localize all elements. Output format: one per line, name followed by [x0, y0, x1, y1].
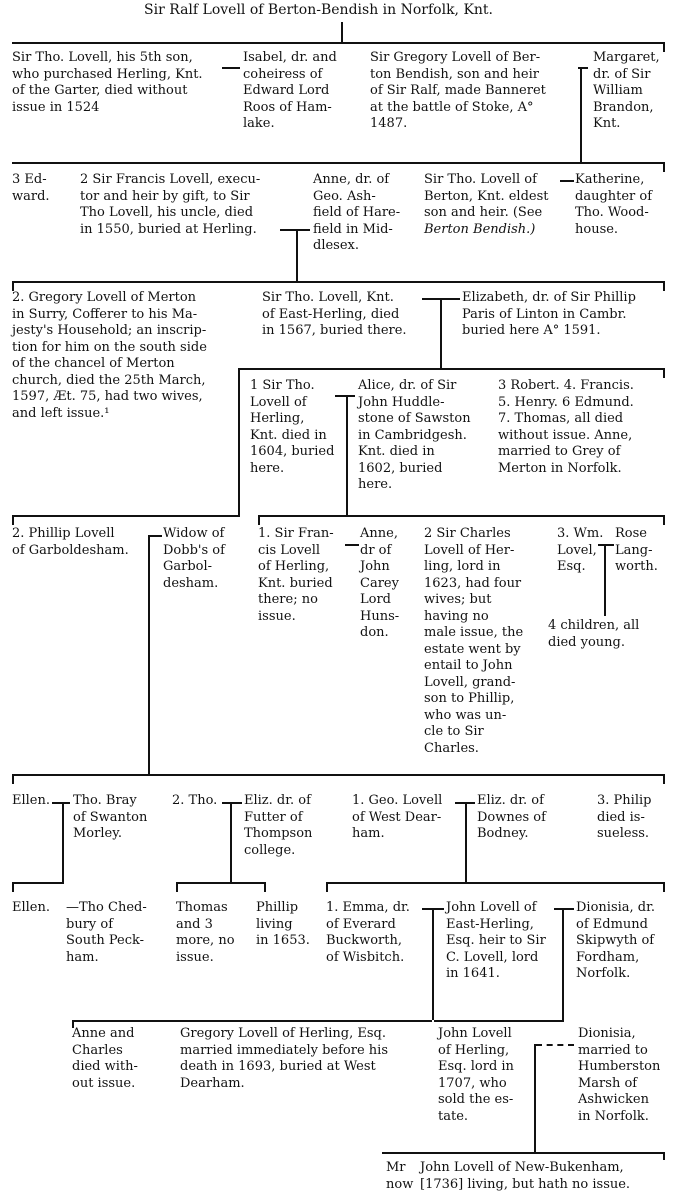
gen7-bracket-a-end — [12, 882, 14, 892]
marriage-line — [560, 180, 574, 182]
gen7-bracket-c-end — [326, 882, 328, 892]
gen9-bracket — [382, 1152, 665, 1154]
page-title: Sir Ralf Lovell of Berton-Bendish in Norfolk, Knt. — [144, 2, 494, 18]
four-children: 4 children, all died young. — [548, 618, 640, 650]
gen1-bracket — [12, 42, 665, 44]
marriage-line — [345, 544, 359, 546]
wm-lovel: 3. Wm. Lovel, Esq. — [557, 526, 604, 574]
gen5-bracket-right — [258, 515, 665, 517]
thomas-and-3-more: Thomas and 3 more, no issue. — [176, 900, 235, 965]
marriage-dashed-line — [536, 1044, 574, 1046]
marriage-line — [280, 229, 310, 231]
anne-and-charles: Anne and Charles died with- out issue. — [72, 1026, 138, 1091]
eliz-futter: Eliz. dr. of Futter of Thompson college. — [244, 793, 313, 858]
gen5-bracket-right-end — [663, 515, 665, 525]
descent-line — [534, 1044, 536, 1152]
gregory-lovell-herling: Gregory Lovell of Herling, Esq. married immediately before his death in 1693, buried at West Dearham. — [180, 1026, 388, 1091]
tho-bray: Tho. Bray of Swanton Morley. — [73, 793, 148, 841]
gen7-bracket-b-end2 — [264, 882, 266, 892]
geo-lovell: 1. Geo. Lovell of West Dear- ham. — [352, 793, 443, 841]
gregory-lovell-merton: 2. Gregory Lovell of Merton in Surry, Cofferer to his Ma- jesty's Household; an inscrip- tion for him on the south side of the chancel of Merton church, died the 25th March, 1597, Æt. 75, had two wives, and left issue.¹ — [12, 290, 207, 421]
gen4-bracket-end — [663, 368, 665, 378]
descent-line — [440, 298, 442, 368]
gen7-bracket-c — [326, 882, 665, 884]
gen7-bracket-b-end — [176, 882, 178, 892]
gen7-bracket-c-end2 — [663, 882, 665, 892]
anne-carey: Anne, dr of John Carey Lord Huns- don. — [360, 526, 400, 640]
gen6-bracket-left — [12, 774, 14, 784]
widow-dobbs: Widow of Dobb's of Garbol- desham. — [163, 526, 225, 591]
descent-line — [604, 544, 606, 616]
thomas-lovell-berton: Sir Tho. Lovell of Berton, Knt. eldest son and heir. (See — [424, 172, 549, 220]
descent-line — [432, 908, 434, 1020]
gen5-bracket-start — [258, 515, 260, 525]
berton-bendish-ref: Berton Bendish.) — [424, 222, 536, 237]
philip-issueless: 3. Philip died is- sueless. — [597, 793, 652, 841]
descent-line — [230, 802, 232, 882]
phillip-lovell-garboldesham: 2. Phillip Lovell of Garboldesham. — [12, 526, 129, 558]
elizabeth-paris: Elizabeth, dr. of Sir Phillip Paris of Linton in Cambr. buried here A° 1591. — [462, 290, 636, 338]
thomas-lovell-east-herling: Sir Tho. Lovell, Knt. of East-Herling, died in 1567, buried there. — [262, 290, 407, 338]
anne-ashfield: Anne, dr. of Geo. Ash- field of Hare- field in Mid- dlesex. — [313, 172, 401, 253]
descent-line — [296, 229, 298, 282]
mr-now: Mr now — [386, 1160, 414, 1192]
gen2-bracket — [12, 162, 665, 164]
marriage-line — [335, 395, 355, 397]
katherine-woodhouse: Katherine, daughter of Tho. Wood- house. — [575, 172, 653, 237]
descent-line — [346, 395, 348, 515]
gen5-bracket-left-end — [12, 515, 14, 525]
margaret-brandon: Margaret, dr. of Sir William Brandon, Knt. — [593, 50, 660, 131]
gen4-bracket — [238, 368, 665, 370]
thomas-lovell-1604: 1 Sir Tho. Lovell of Herling, Knt. died in 1604, buried here. — [250, 378, 335, 476]
marriage-line — [222, 802, 242, 804]
thomas-lovell-garter: Sir Tho. Lovell, his 5th son, who purchased Herling, Knt. of the Garter, died without issue in 1524 — [12, 50, 203, 115]
marriage-line — [148, 535, 162, 537]
gen6-bracket — [12, 774, 665, 776]
francis-lovell: 2 Sir Francis Lovell, execu- tor and heir by gift, to Sir Tho Lovell, his uncle, died in 1550, buried at Herling. — [80, 172, 261, 237]
descent-line — [465, 802, 467, 882]
ellen-bray: Ellen. — [12, 793, 51, 808]
rose-langworth: Rose Lang- worth. — [615, 526, 658, 574]
marriage-line — [52, 802, 70, 804]
marriage-line — [554, 908, 574, 910]
phillip-living-1653: Phillip living in 1653. — [256, 900, 310, 948]
gen6-bracket-end — [663, 774, 665, 784]
marriage-line — [598, 544, 614, 546]
ellen-chedbury: Ellen. — [12, 900, 51, 915]
john-lovell-new-bukenham: John Lovell of New-Bukenham, [1736] living, but hath no issue. — [420, 1160, 631, 1192]
tho-chedbury: —Tho Ched- bury of South Peck- ham. — [66, 900, 147, 965]
john-lovell-herling-1707: John Lovell of Herling, Esq. lord in 1707, who sold the es- tate. — [438, 1026, 514, 1124]
descent-line — [580, 67, 582, 163]
francis-lovell-herling: 1. Sir Fran- cis Lovell of Herling, Knt. buried there; no issue. — [258, 526, 334, 624]
edward: 3 Ed- ward. — [12, 172, 50, 204]
gen9-bracket-end — [663, 1152, 665, 1160]
dionisia-humberston: Dionisia, married to Humberston Marsh of Ashwicken in Norfolk. — [578, 1026, 661, 1124]
alice-huddlestone: Alice, dr. of Sir John Huddle- stone of Sawston in Cambridgesh. Knt. died in 1602, buried here. — [358, 378, 471, 492]
younger-siblings: 3 Robert. 4. Francis. 5. Henry. 6 Edmund. 7. Thomas, all died without issue. Anne, married to Grey of Merton in Norfolk. — [498, 378, 634, 476]
gen2-bracket-end — [663, 162, 665, 172]
descent-line — [148, 535, 150, 775]
charles-lovell: 2 Sir Charles Lovell of Her- ling, lord in 1623, had four wives; but having no male issue, the estate went by entail to John Lovell, grand- son to Phillip, who was un- cle to Sir Charles. — [424, 526, 524, 756]
gen8-bracket-a — [72, 1020, 432, 1022]
john-lovell-east-herling: John Lovell of East-Herling, Esq. heir to Sir C. Lovell, lord in 1641. — [446, 900, 546, 981]
gen5-bracket-left — [12, 515, 240, 517]
eliz-downes: Eliz. dr. of Downes of Bodney. — [477, 793, 546, 841]
marriage-line — [222, 67, 240, 69]
emma-buckworth: 1. Emma, dr. of Everard Buckworth, of Wisbitch. — [326, 900, 410, 965]
gen3-bracket — [12, 281, 665, 283]
gen8-bracket-b — [434, 1020, 564, 1022]
descent-line — [62, 802, 64, 882]
gen7-bracket-b — [176, 882, 266, 884]
gregory-lovell-banneret: Sir Gregory Lovell of Ber- ton Bendish, son and heir of Sir Ralf, made Banneret at the battle of Stoke, A° 1487. — [370, 50, 546, 131]
gen7-bracket-a — [12, 882, 64, 884]
dionisia-skipwyth: Dionisia, dr. of Edmund Skipwyth of Fordham, Norfolk. — [576, 900, 656, 981]
tho-lovell-2: 2. Tho. — [172, 793, 218, 808]
title-stem — [341, 22, 343, 42]
descent-line — [562, 908, 564, 1020]
descent-line — [238, 368, 240, 516]
isabel-roos: Isabel, dr. and coheiress of Edward Lord Roos of Ham- lake. — [243, 50, 337, 131]
